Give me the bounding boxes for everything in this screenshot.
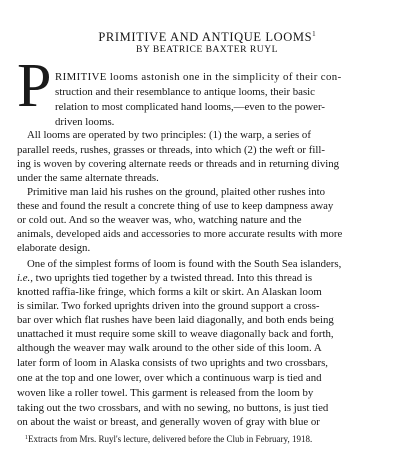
text-line: elaborate design.	[17, 242, 91, 254]
text-line: struction and their resemblance to antique looms, their basic	[55, 86, 315, 98]
text-line: relation to most complicated hand looms,—even to the power-	[55, 101, 325, 113]
text-line: unattached it must require some skill to weave diagonally back and forth,	[17, 328, 334, 340]
text-line: is similar. Two forked uprights driven into the ground support a cross-	[17, 300, 320, 312]
ie-abbreviation: i.e.,	[17, 272, 33, 284]
text-line: ing is woven by covering alternate reeds or threads and in returning diving	[17, 158, 340, 170]
text-line: bar over which flat rushes have been laid diagonally, and both ends being	[17, 314, 334, 326]
text-line: or cold out. And so the weaver was, who, watching nature and the	[17, 214, 302, 226]
text-line: woven like a roller towel. This garment is released from the loom by	[17, 387, 314, 399]
text-line: under the same alternate threads.	[17, 172, 159, 184]
paragraph-first-line: All looms are operated by two principles: (1) the warp, a series of	[27, 129, 311, 141]
article-title: PRIMITIVE AND ANTIQUE LOOMS$^1$	[98, 30, 316, 44]
footnote-mark: 1	[25, 435, 28, 441]
text-line: RIMITIVE looms astonish one in the simplicity of their con-	[55, 71, 342, 83]
text-line: animals, developed aids and accessories to more accurate results with more	[17, 228, 343, 240]
text-line: later form of loom in Alaska consists of two uprights and two crossbars,	[17, 357, 328, 369]
text-line: i.e., two uprights tied together by a twisted thread. Into this thread is	[17, 272, 313, 284]
text-line: these and found the result a concrete thing of use to keep dampness away	[17, 200, 334, 212]
footnote: $^1$Extracts from Mrs. Ruyl's lecture, delivered before the Club in February, 1918.	[25, 434, 313, 444]
text-line: parallel reeds, rushes, grasses or threads, into which (2) the weft or fill-	[17, 144, 325, 156]
paragraph-first-line: One of the simplest forms of loom is found with the South Sea islanders,	[27, 258, 342, 270]
paragraph-first-line: Primitive man laid his rushes on the ground, plaited other rushes into	[27, 186, 326, 198]
title-footnote-mark: 1	[312, 30, 316, 38]
drop-cap: P	[17, 52, 52, 120]
text-line: although the weaver may walk around to the other side of this loom. A	[17, 342, 322, 354]
text-line: one at the top and one lower, over which a continuous warp is tied and	[17, 372, 322, 384]
article-byline: BY BEATRICE BAXTER RUYL	[136, 44, 278, 55]
text-line: taking out the two crossbars, and with no sewing, no buttons, is just tied	[17, 402, 329, 414]
text-line: on about the waist or breast, and generally woven of gray with blue or	[17, 416, 320, 428]
text-line: driven looms.	[55, 116, 115, 128]
text-line: knotted raffia-like fringe, which forms a kilt or skirt. An Alaskan loom	[17, 286, 322, 298]
